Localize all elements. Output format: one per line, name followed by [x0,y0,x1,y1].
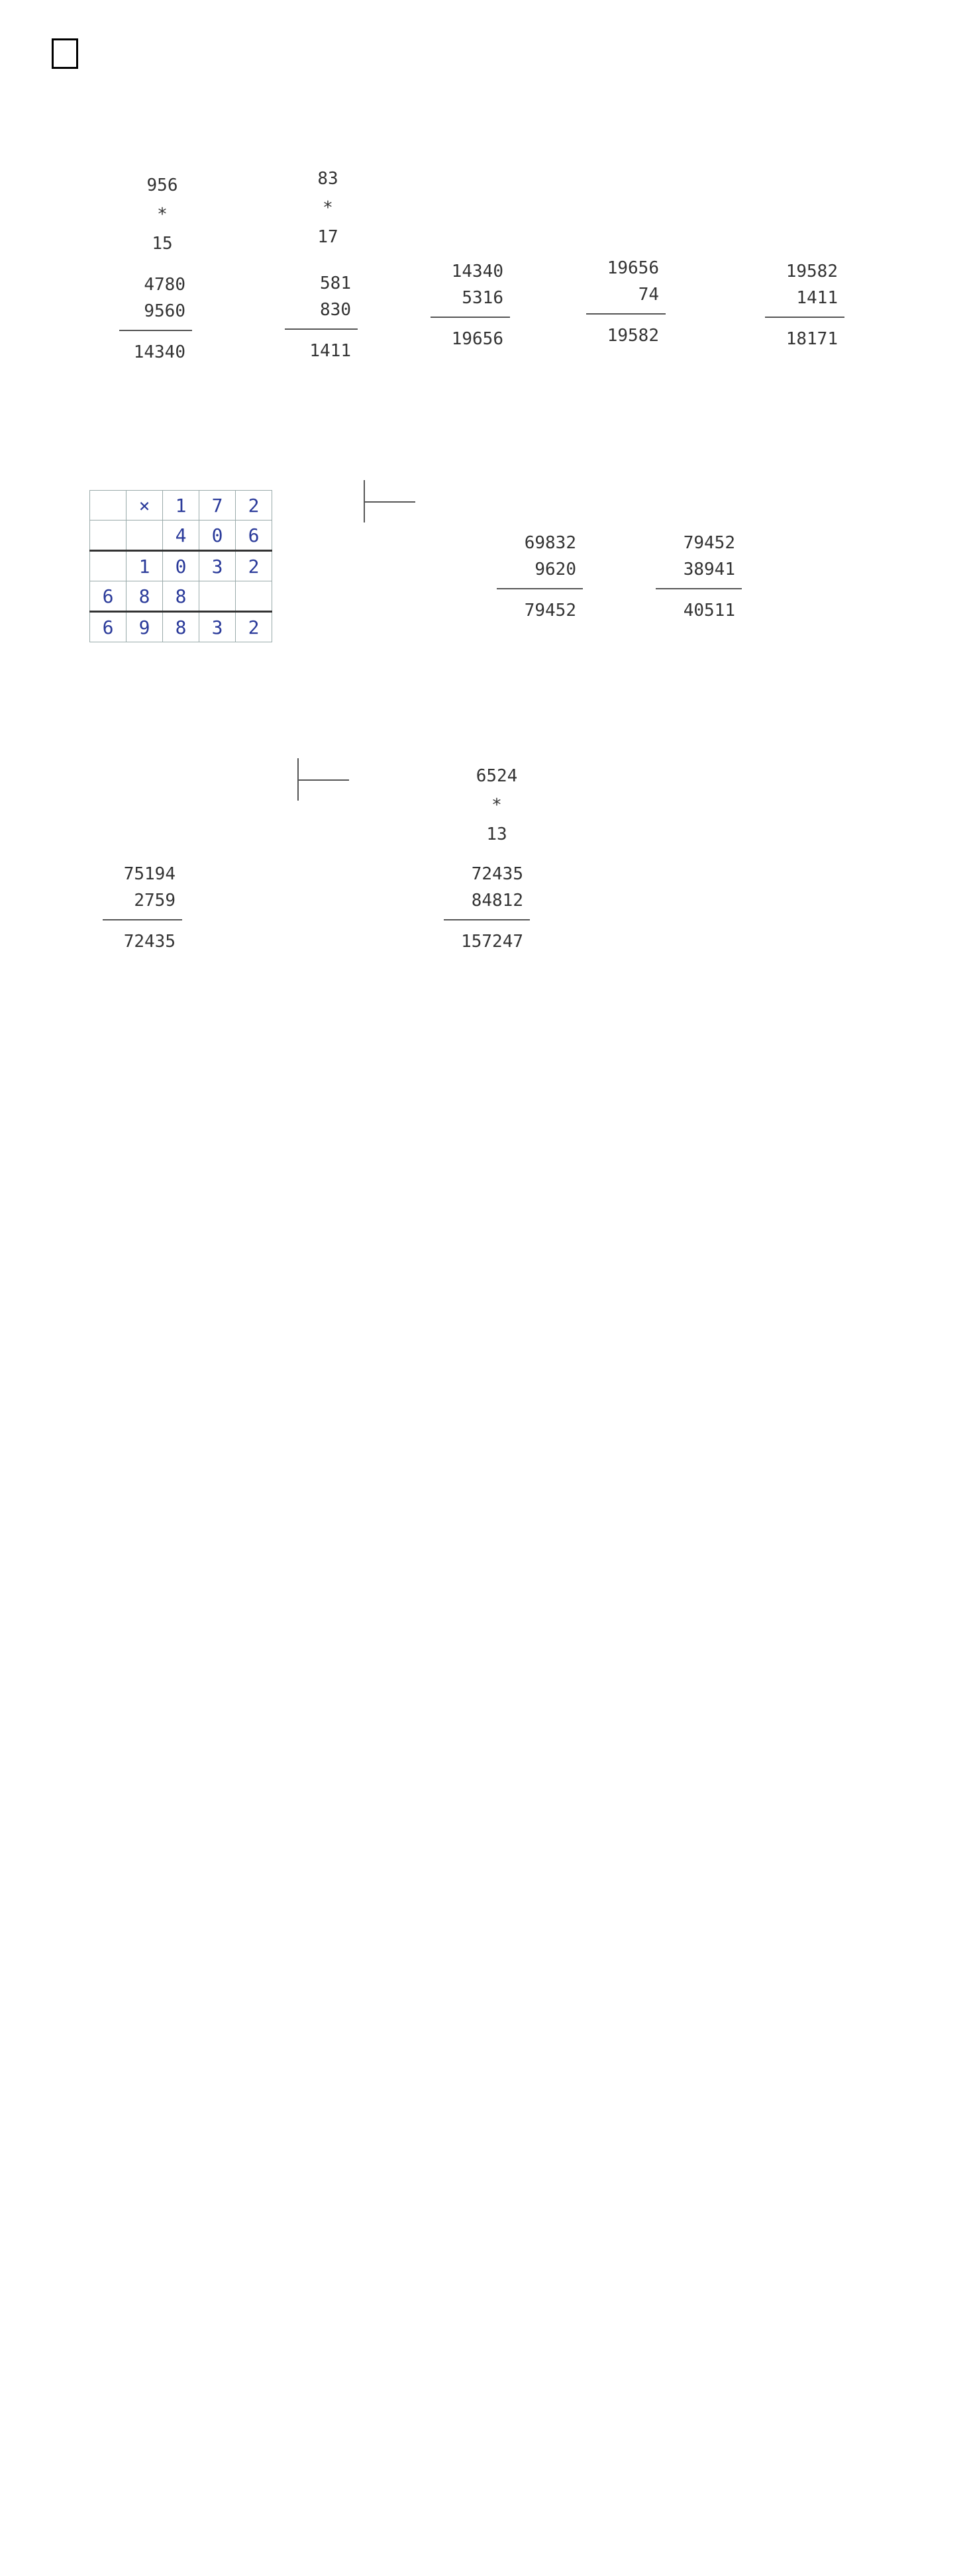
calc-number: 13 [486,824,507,844]
grid-cell [90,491,127,520]
calc-number: 69832 [524,533,576,553]
calc-number: 9560 [144,301,185,321]
grid-cell: 3 [199,551,236,581]
calc-number: 72435 [123,932,176,952]
calc-number: 19582 [607,326,659,346]
grid-cell: 2 [236,551,272,581]
sum-line [765,317,844,318]
grid-cell: × [127,491,163,520]
calc-number: 581 [320,273,351,293]
calc-number: 72435 [471,864,523,884]
grid-cell: 4 [163,520,199,551]
sum-line [431,317,510,318]
column-calculation [291,270,351,364]
sum-line [656,588,742,589]
grid-cell: 6 [236,520,272,551]
column-calculation [437,258,503,352]
calc-number: 157247 [461,932,523,952]
multiplication-setup [464,762,530,849]
calc-number: 79452 [683,533,735,553]
grid-cell: 1 [127,551,163,581]
calc-number: 14340 [133,342,185,362]
division-line [297,779,349,781]
grid-cell [127,520,163,551]
grid-cell: 7 [199,491,236,520]
calc-number: 38941 [683,560,735,579]
grid-cell: 2 [236,491,272,520]
grid-cell [199,581,236,612]
calc-number: 40511 [683,601,735,620]
calc-number: 19582 [786,262,838,281]
sum-line [119,330,192,331]
calc-number: 6524 [476,766,518,786]
multiplication-setup [301,164,354,252]
calc-number: * [491,795,502,815]
calc-number: 4780 [144,275,185,295]
calc-number: 18171 [786,329,838,349]
sum-line [285,328,358,330]
multiplication-grid [89,490,272,642]
column-calculation [450,861,523,955]
calc-number: 74 [638,285,659,305]
grid-cell: 8 [127,581,163,612]
column-calculation [109,861,176,955]
grid-cell [90,551,127,581]
calc-number: 15 [152,234,173,254]
grid-cell [90,520,127,551]
calc-number: 17 [317,227,338,247]
multiplication-setup [136,171,189,258]
calc-number: 19656 [607,258,659,278]
calc-number: 956 [146,175,178,195]
calc-number: 1411 [309,341,351,361]
grid-cell: 1 [163,491,199,520]
sum-line [497,588,583,589]
calc-number: 1411 [796,288,838,308]
calc-number: 84812 [471,891,523,911]
grid-cell: 0 [199,520,236,551]
grid-cell [236,581,272,612]
calc-number: 5316 [462,288,503,308]
calc-number: 9620 [534,560,576,579]
grid-cell: 8 [163,581,199,612]
column-calculation [503,530,576,624]
calc-number: 83 [317,169,338,189]
calc-number: * [323,198,333,218]
sum-line [444,919,530,920]
grid-cell: 0 [163,551,199,581]
column-calculation [126,272,185,366]
grid-cell: 9 [127,612,163,642]
grid-cell: 6 [90,612,127,642]
grid-cell: 3 [199,612,236,642]
calc-number: * [157,205,168,224]
grid-cell: 6 [90,581,127,612]
calc-number: 75194 [123,864,176,884]
calc-number: 79452 [524,601,576,620]
calc-number: 2759 [134,891,176,911]
calc-number: 830 [320,300,351,320]
column-calculation [593,255,659,349]
grid-cell: 8 [163,612,199,642]
column-calculation [772,258,838,352]
division-line [364,501,415,503]
column-calculation [662,530,735,624]
problem-number [52,38,78,69]
grid-cell: 2 [236,612,272,642]
calc-number: 19656 [451,329,503,349]
sum-line [586,313,666,315]
calc-number: 14340 [451,262,503,281]
sum-line [103,919,182,920]
